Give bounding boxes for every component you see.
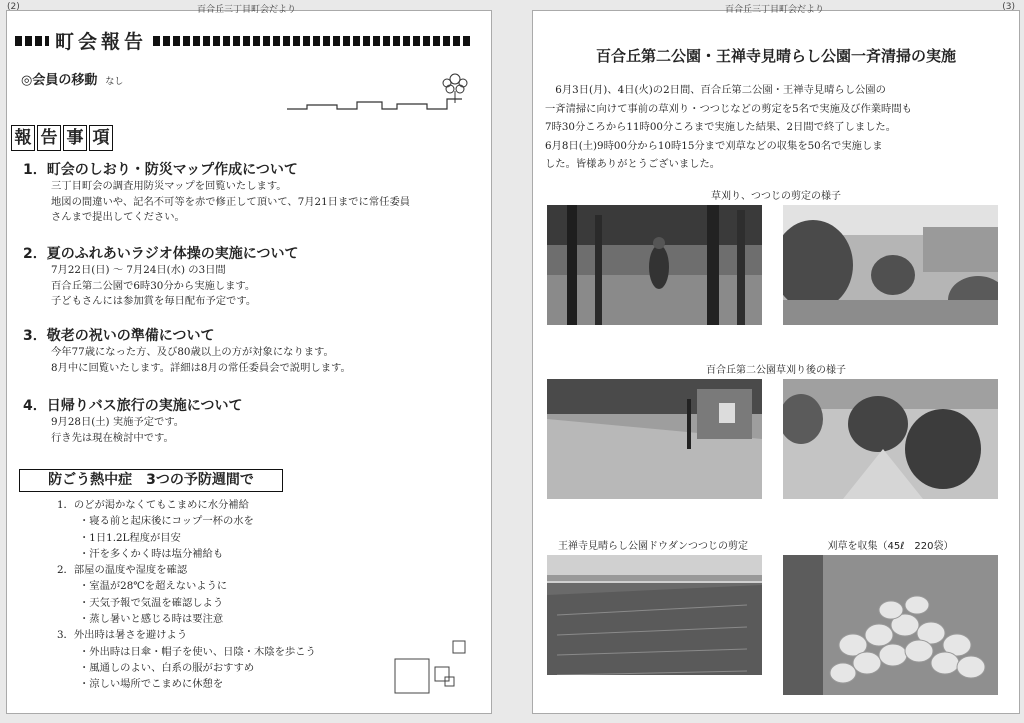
article-line: 6月8日(土)9時00分から10時15分まで刈草などの収集を50名で実施しま xyxy=(545,139,883,152)
article-line: 一斉清掃に向けて事前の草刈り・つつじなどの剪定を5名で実施及び作業時間も xyxy=(545,102,912,115)
running-head-right: 百合丘三丁目町会だより xyxy=(725,5,825,15)
report-item-line: 7月22日(日) ～ 7月24日(水) の3日間 xyxy=(51,264,226,276)
article-body xyxy=(545,81,1013,174)
report-item-3 xyxy=(23,325,351,376)
photo-dodan-pruning xyxy=(547,555,762,675)
tip-main: 2．部屋の温度や湿度を確認 xyxy=(57,564,188,577)
report-heading xyxy=(11,125,113,151)
page-number-right: (3) xyxy=(1002,2,1015,12)
page-number-left: (2) xyxy=(7,2,20,12)
tip-sub: ・室温が28℃を超えないように xyxy=(79,580,228,593)
tip-sub: ・涼しい場所でこまめに休憩を xyxy=(79,678,224,691)
report-item-line: 子どもさんには参加賞を毎日配布予定です。 xyxy=(51,295,257,307)
member-move-label: ◎会員の移動 xyxy=(21,73,98,88)
photo-after-mowing-2 xyxy=(783,379,998,499)
report-item-line: 三丁目町会の調査用防災マップを回覧いたします。 xyxy=(51,180,287,192)
report-item-title: 2．夏のふれあいラジオ体操の実施について xyxy=(23,246,299,262)
article-title: 百合丘第二公園・王禅寺見晴らし公園一斉清掃の実施 xyxy=(595,47,956,65)
report-item-line: 8月中に回覧いたします。詳細は8月の常任委員会で説明します。 xyxy=(51,361,351,374)
tip-sub: ・天気予報で気温を確認しよう xyxy=(79,596,224,609)
report-item-title: 1．町会のしおり・防災マップ作成について xyxy=(23,162,298,178)
article-line: 7時30分ころから11時00分ころまで実施した結果、2日間で終了しました。 xyxy=(545,121,897,133)
photo-pruning-1 xyxy=(547,205,762,325)
report-item-1 xyxy=(23,159,410,226)
title-squares-right xyxy=(153,36,471,46)
article-line: 6月3日(月)、4日(火)の2日間、百合丘第二公園・王禅寺見晴らし公園の xyxy=(545,84,886,96)
page-left xyxy=(6,2,492,714)
tip-sub: ・寝る前と起床後にコップ一杯の水を xyxy=(79,515,254,528)
photo-after-mowing-1 xyxy=(547,379,762,499)
report-item-line: 百合丘第二公園で6時30分から実施します。 xyxy=(51,279,256,292)
skyline-tree-illustration xyxy=(287,69,477,119)
member-move-value: なし xyxy=(105,77,124,87)
report-item-line: 今年77歳になった方、及び80歳以上の方が対象になります。 xyxy=(51,346,334,358)
tip-sub: ・汗を多くかく時は塩分補給も xyxy=(79,547,224,560)
photo-pruning-2 xyxy=(783,205,998,325)
report-item-title: 3．敬老の祝いの準備について xyxy=(23,328,215,344)
member-move xyxy=(21,69,123,88)
running-head-left: 百合丘三丁目町会だより xyxy=(197,5,297,15)
section-title-bar xyxy=(15,27,471,54)
tip-sub: ・風通しのよい、白系の服がおすすめ xyxy=(79,661,255,674)
caption-pruning: 草刈り、つつじの剪定の様子 xyxy=(711,191,841,202)
report-item-line: 行き先は現在検討中です。 xyxy=(51,431,174,444)
decorative-squares xyxy=(391,637,471,697)
tip-sub: ・外出時は日傘・帽子を使い、日陰・木陰を歩こう xyxy=(79,645,316,658)
photo-collection xyxy=(783,555,998,695)
report-item-4 xyxy=(23,395,242,446)
report-item-line: さんまで提出してください。 xyxy=(51,211,185,223)
report-heading-char: 事 xyxy=(63,125,87,151)
report-item-title: 4．日帰りバス旅行の実施について xyxy=(23,398,243,414)
heatstroke-tips xyxy=(57,497,316,693)
article-line: した。皆様ありがとうございました。 xyxy=(545,158,721,170)
caption-after-mowing: 百合丘第二公園草刈り後の様子 xyxy=(706,365,846,376)
report-heading-char: 告 xyxy=(37,125,61,151)
tip-main: 3．外出時は暑さを避けよう xyxy=(57,629,188,642)
title-squares-left xyxy=(15,36,49,46)
caption-collection: 刈草を収集（45ℓ 220袋） xyxy=(827,541,954,552)
report-heading-char: 項 xyxy=(89,125,113,151)
page-right xyxy=(532,2,1020,714)
report-heading-char: 報 xyxy=(11,125,35,151)
report-item-line: 地図の間違いや、記名不可等を赤で修正して頂いて、7月21日までに常任委員 xyxy=(51,195,411,208)
report-item-2 xyxy=(23,243,298,310)
tip-main: 1．のどが渇かなくてもこまめに水分補給 xyxy=(57,499,249,511)
tip-sub: ・蒸し暑いと感じる時は要注意 xyxy=(79,613,224,626)
report-item-line: 9月28日(土) 実施予定です。 xyxy=(51,416,185,428)
page-title: 町会報告 xyxy=(55,31,148,53)
tip-sub: ・1日1.2L程度が目安 xyxy=(79,531,181,544)
caption-dodan-pruning: 王禅寺見晴らし公園ドウダンつつじの剪定 xyxy=(558,541,748,552)
heatstroke-box-title: 防ごう熱中症 3つの予防週間で xyxy=(19,469,283,492)
